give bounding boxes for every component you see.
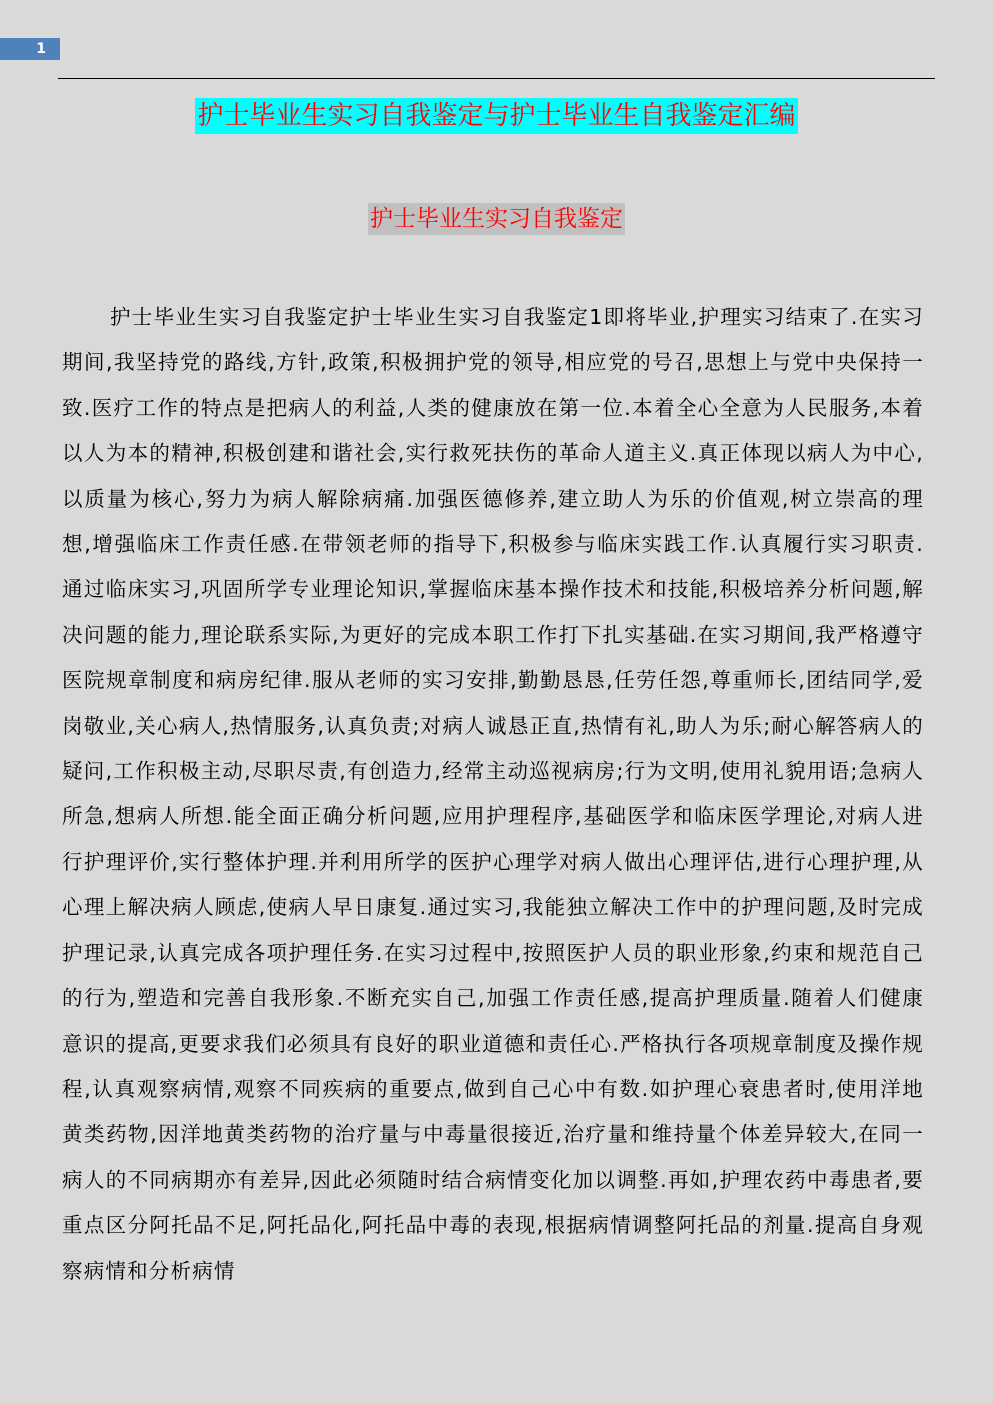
section-title-container	[0, 203, 993, 235]
main-title-container	[0, 98, 993, 134]
page-number-badge: 1	[0, 38, 60, 60]
body-paragraph: 护士毕业生实习自我鉴定护士毕业生实习自我鉴定1即将毕业,护理实习结束了.在实习期间,我坚持党的路线,方针,政策,积极拥护党的领导,相应党的号召,思想上与党中央保持一致.医疗工作的特点是把病人的利益,人类的健康放在第一位.本着全心全意为人民服务,本着以人为本的精神,积极创建和谐社会,实行救死扶伤的革命人道主义.真正体现以病人为中心,以质量为核心,努力为病人解除病痛.加强医德修养,建立助人为乐的价值观,树立崇高的理想,增强临床工作责任感.在带领老师的指导下,积极参与临床实践工作.认真履行实习职责.通过临床实习,巩固所学专业理论知识,掌握临床基本操作技术和技能,积极培养分析问题,解决问题的能力,理论联系实际,为更好的完成本职工作打下扎实基础.在实习期间,我严格遵守医院规章制度和病房纪律.服从老师的实习安排,勤勤恳恳,任劳任怨,尊重师长,团结同学,爱岗敬业,关心病人,热情服务,认真负责;对病人诚恳正直,热情有礼,助人为乐;耐心解答病人的疑问,工作积极主动,尽职尽责,有创造力,经常主动巡视病房;行为文明,使用礼貌用语;急病人所急,想病人所想.能全面正确分析问题,应用护理程序,基础医学和临床医学理论,对病人进行护理评价,实行整体护理.并利用所学的医护心理学对病人做出心理评估,进行心理护理,从心理上解决病人顾虑,使病人早日康复.通过实习,我能独立解决工作中的护理问题,及时完成护理记录,认真完成各项护理任务.在实习过程中,按照医护人员的职业形象,约束和规范自己的行为,塑造和完善自我形象.不断充实自己,加强工作责任感,提高护理质量.随着人们健康意识的提高,更要求我们必须具有良好的职业道德和责任心.严格执行各项规章制度及操作规程,认真观察病情,观察不同疾病的重要点,做到自己心中有数.如护理心衰患者时,使用洋地黄类药物,因洋地黄类药物的治疗量与中毒量很接近,治疗量和维持量个体差异较大,在同一病人的不同病期亦有差异,因此必须随时结合病情变化加以调整.再如,护理农药中毒患者,要重点区分阿托品不足,阿托品化,阿托品中毒的表现,根据病情调整阿托品的剂量.提高自身观察病情和分析病情	[62, 305, 924, 1283]
document-main-title: 护士毕业生实习自我鉴定与护士毕业生自我鉴定汇编	[195, 98, 797, 134]
header-divider	[58, 78, 935, 79]
section-title: 护士毕业生实习自我鉴定	[368, 203, 625, 235]
